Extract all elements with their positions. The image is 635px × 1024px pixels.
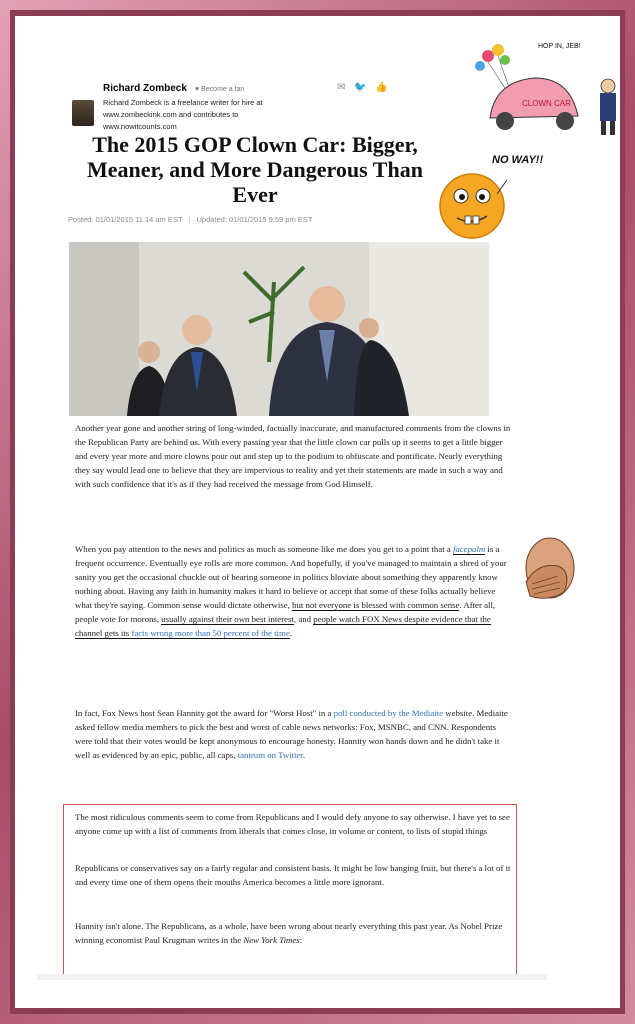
nyt-title: New York Times — [243, 935, 300, 945]
clown-car-cartoon — [460, 26, 620, 141]
author-name[interactable]: Richard Zombeck — [103, 83, 187, 94]
mediaite-poll-link[interactable]: poll conducted by the Mediaite — [333, 708, 444, 718]
article-photo — [69, 242, 489, 416]
article-title: The 2015 GOP Clown Car: Bigger, Meaner, and More Dangerous Than Ever — [87, 132, 423, 207]
smiley-speech: NO WAY!! — [492, 154, 544, 166]
share-bar — [337, 82, 397, 96]
paragraph-2: When you pay attention to the news and politics as much as someone like me does you get to a point that a facepalm is a frequent occurrence. Eventually eye rolls are more common. And hopefully, if you've managed to maintain a shred of your sanity you get the occasional chuckle out of hearing someone in politics bloviate about something they apparently know nothing about. Having any faith in humanity makes it hard to believe or accept that some of these folks actually believe what they're saying. Common sense would dictate otherwise, but not everyone is blessed with common sense. After all, people vote for morons, usually against their own best interest, and people watch FOX News despite evidence that the channel gets its facts wrong more than 50 percent of the time. — [75, 544, 507, 638]
paragraph-1: Another year gone and another string of long-winded, factually inaccurate, and manufactured comments from the clowns in the Republican Party are behind us. With every passing year that the little clown car pulls up it seems to get a little bigger and every year more and more clowns pour out and step up to the podium to obfuscate and pontificate. Nearly everything they say would lead one to believe that they are impervious to reality and yet their statements are made in such a way and with such confidence that it's as if they had received the message from God Himself. — [75, 423, 511, 489]
car-label: CLOWN CAR — [522, 99, 571, 108]
article-page — [15, 16, 620, 1008]
paragraph-4: The most ridiculous comments seem to come from Republicans and I would defy anyone to say otherwise. I have yet to see anyone come up with a list of comments from liberals that comes close, in volume or content, to lists of stupid things — [75, 812, 510, 836]
heart-icon: ♥ — [195, 86, 200, 93]
author-avatar[interactable] — [72, 100, 94, 126]
facts-wrong-link[interactable]: facts wrong more than 50 percent of the time — [131, 628, 290, 638]
smiley-face — [435, 166, 510, 241]
envelope-icon[interactable]: ✉ — [337, 82, 346, 93]
facepalm-link[interactable]: facepalm — [452, 544, 486, 554]
cartoon-speech: HOP IN, JEB! — [538, 43, 581, 50]
underline-common-sense: but not everyone is blessed with common sense — [292, 600, 460, 610]
underline-fox-news: people watch FOX News despite evidence that the channel gets its — [75, 614, 491, 638]
become-fan-link[interactable]: ♥ Become a fan — [195, 86, 245, 93]
cartoon-figure — [600, 79, 616, 135]
facepalm-emoticon — [518, 532, 578, 606]
bottom-rule — [37, 974, 547, 980]
paragraph-3: In fact, Fox News host Sean Hannity got the award for "Worst Host" in a poll conducted by the Mediaite website. Mediaite asked fellow media members to pick the best and worst of cable news networks: Fox, MSNBC, and CNN. Respondents were told that their votes would be kept anonymous to encourage honesty. Hannity won hands down and he didn't take it well as evidenced by an epic, public, all caps, tantrum on Twitter. — [75, 708, 508, 760]
paragraph-5: Republicans or conservatives say on a fairly regular and consistent basis. It might be low hanging fruit, but there's a lot of it and every time one of them opens their mouths America becomes a little more ignorant. — [75, 863, 511, 887]
twitter-icon[interactable]: 🐦 — [354, 82, 367, 93]
twitter-tantrum-link[interactable]: tantrum on Twitter — [237, 750, 303, 760]
article-dateline: Posted: 01/01/2015 11:14 am EST | Updated: 01/01/2015 9:59 pm EST — [68, 215, 313, 224]
updated-date: Updated: 01/01/2015 9:59 pm EST — [196, 215, 313, 224]
paragraph-6: Hannity isn't alone. The Republicans, as a whole, have been wrong about nearly everything this past year. As Nobel Prize winning economist Paul Krugman writes in the New York Times: — [75, 921, 503, 945]
posted-date: Posted: 01/01/2015 11:14 am EST — [68, 215, 183, 224]
thumbs-up-icon[interactable]: 👍 — [375, 82, 388, 93]
underline-best-interest: usually against their own best interest — [161, 614, 294, 624]
author-bio: Richard Zombeck is a freelance writer for hire at www.zombeckink.com and contributes to www.nowitcounts.com — [103, 98, 263, 131]
